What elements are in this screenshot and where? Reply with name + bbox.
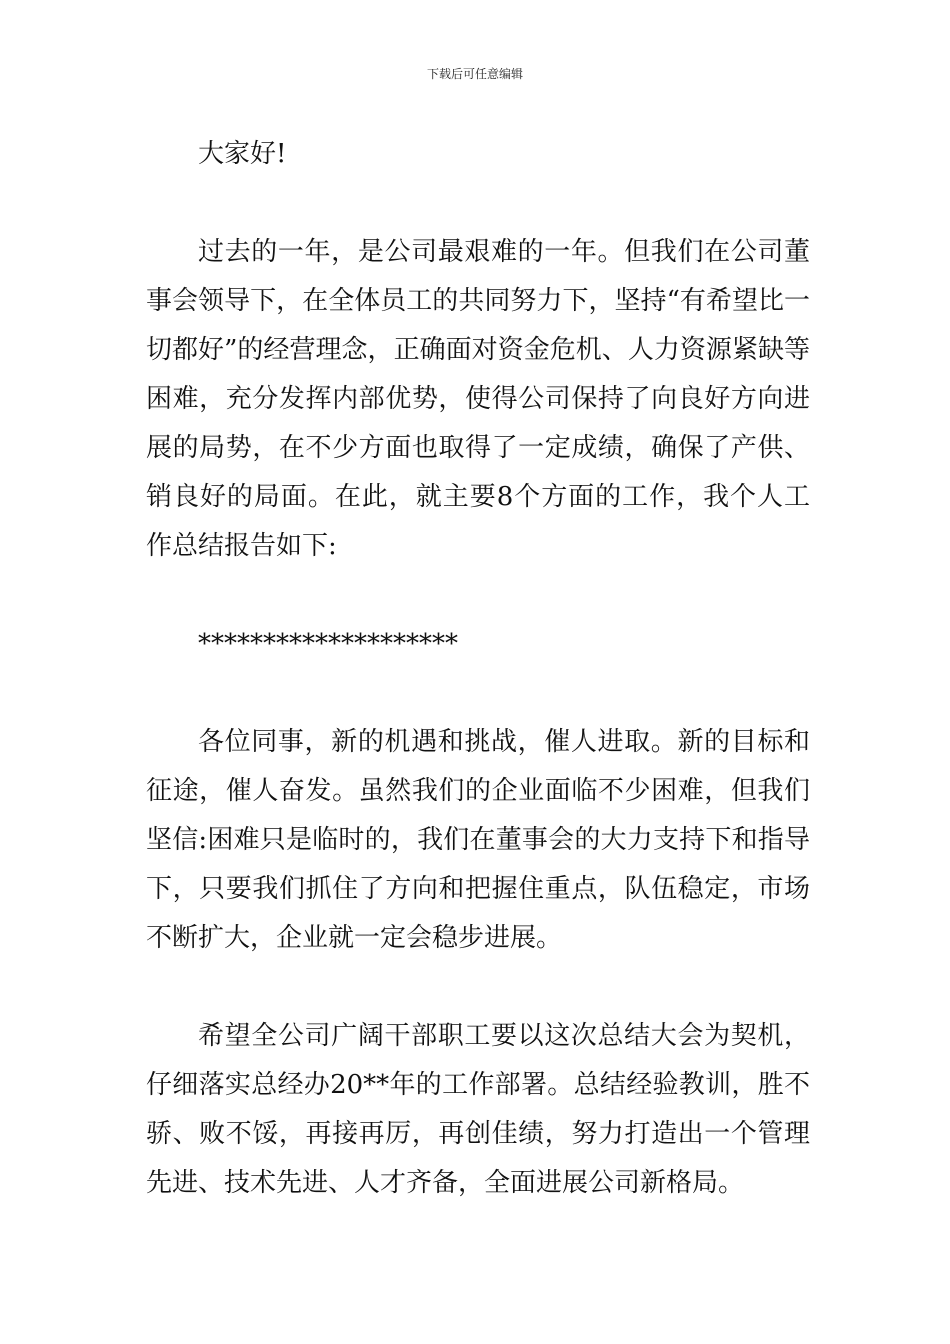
document-body xyxy=(146,130,810,1208)
closing-paragraph: 希望全公司广阔干部职工要以这次总结大会为契机，仔细落实总经办20**年的工作部署。总结经验教训，胜不骄、败不馁，再接再厉，再创佳绩，努力打造出一个管理先进、技术先进、人才齐备，全面进展公司新格局。 xyxy=(146,1021,810,1198)
greeting-paragraph: 大家好! xyxy=(198,139,287,169)
header-note: 下载后可任意编辑 xyxy=(426,67,523,81)
summary-intro-paragraph: 过去的一年，是公司最艰难的一年。但我们在公司董事会领导下，在全体员工的共同努力下，坚持“有希望比一切都好”的经营理念，正确面对资金危机、人力资源紧缺等困难，充分发挥内部优势，使得公司保持了向良好方向进展的局势，在不少方面也取得了一定成绩，确保了产供、销良好的局面。在此，就主要8个方面的工作，我个人工作总结报告如下: xyxy=(146,237,810,561)
outlook-paragraph: 各位同事，新的机遇和挑战，催人进取。新的目标和征途，催人奋发。虽然我们的企业面临不少困难，但我们坚信:困难只是临时的，我们在董事会的大力支持下和指导下，只要我们抓住了方向和把握住重点，队伍稳定，市场不断扩大，企业就一定会稳步进展。 xyxy=(146,727,810,953)
section-separator: ******************** xyxy=(198,629,458,659)
